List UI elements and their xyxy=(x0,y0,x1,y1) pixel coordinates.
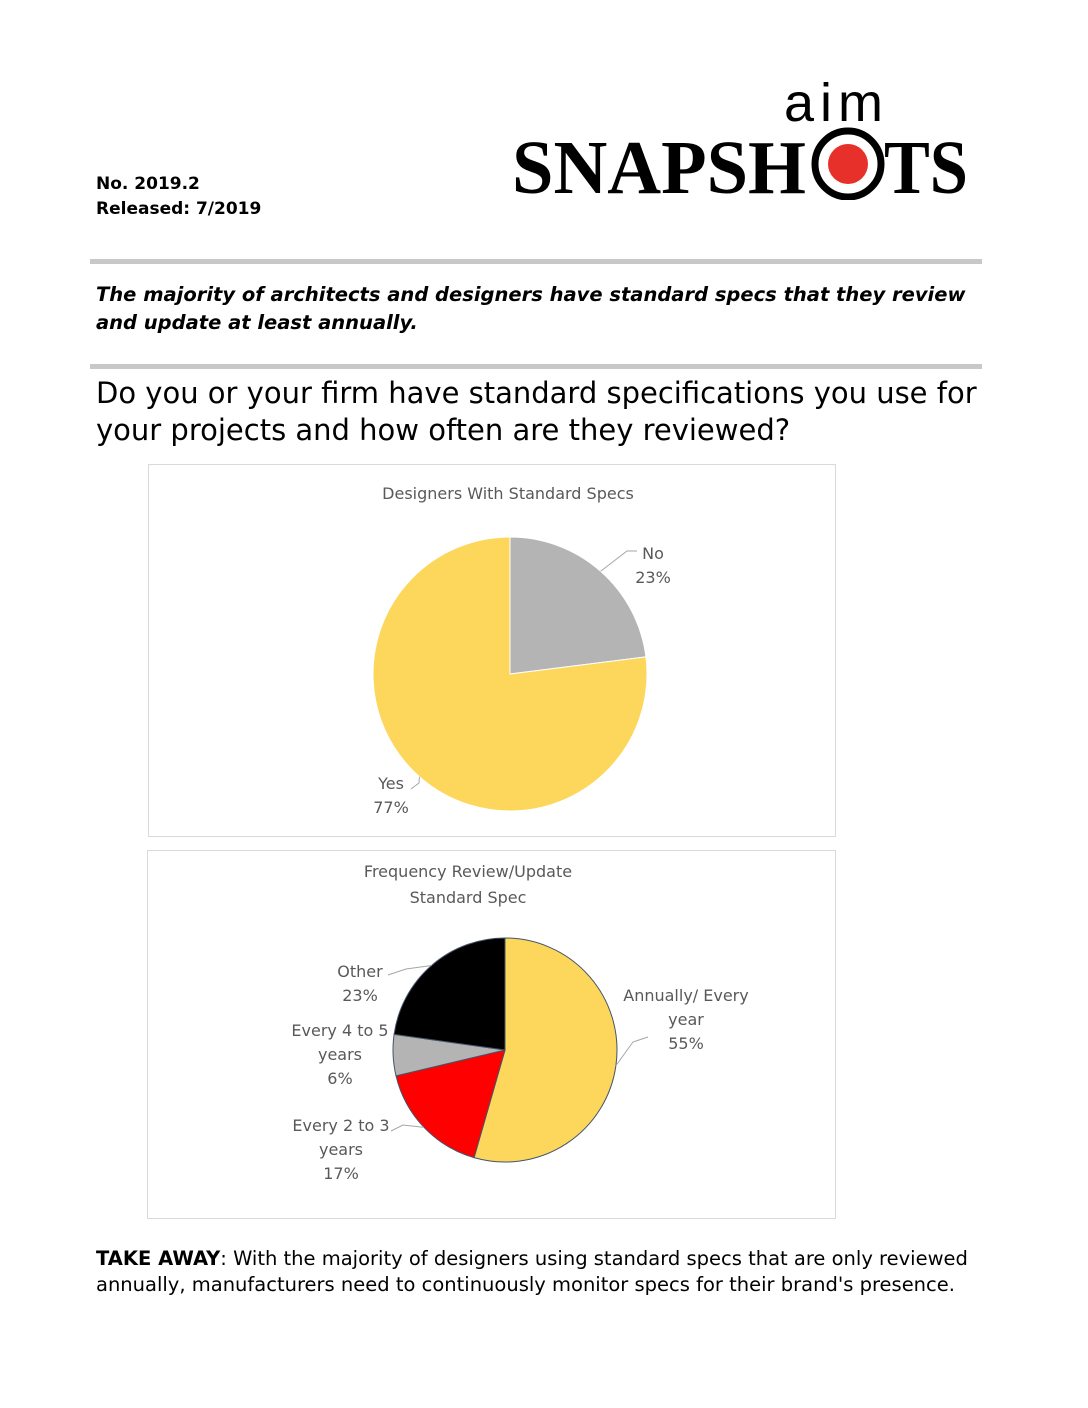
slice-label: 17% xyxy=(323,1164,359,1183)
slice-label: 23% xyxy=(635,568,671,587)
slice-label: year xyxy=(668,1010,704,1029)
logo-aim-text: aim xyxy=(784,76,890,133)
aim-snapshots-logo xyxy=(510,76,970,200)
slice-label: 23% xyxy=(342,986,378,1005)
takeaway-label: TAKE AWAY xyxy=(96,1247,221,1270)
chart-standard-specs xyxy=(148,464,836,837)
slice-label: years xyxy=(318,1140,364,1159)
chart-title-line: Designers With Standard Specs xyxy=(382,484,634,503)
headline: The majority of architects and designers have standard specs that they review and update at least annually. xyxy=(96,283,966,334)
chart-title-line: Frequency Review/Update xyxy=(363,862,573,881)
leader-line xyxy=(616,1037,648,1066)
top-divider xyxy=(90,259,982,264)
chart-title-line: Standard Spec xyxy=(409,888,527,907)
slice-label: No xyxy=(642,544,664,563)
pie-chart-standard-specs xyxy=(149,465,835,836)
slice-label: Annually/ Every xyxy=(623,986,749,1005)
logo-red-dot xyxy=(828,144,868,184)
report-number: No. 2019.2 xyxy=(96,174,200,194)
slice-label: Other xyxy=(337,962,383,981)
slice-label: 6% xyxy=(327,1069,353,1088)
leader-line xyxy=(391,1125,424,1131)
slice-label: 77% xyxy=(373,798,409,817)
slice-label: Every 4 to 5 xyxy=(291,1021,389,1040)
slice-label: 55% xyxy=(668,1034,704,1053)
pie-slice xyxy=(394,938,505,1050)
slice-label: Yes xyxy=(378,774,404,793)
pie-slice xyxy=(510,537,646,674)
takeaway-text: : With the majority of designers using standard specs that are only reviewed annually, manufacturers need to continuously monitor specs for their brand's presence. xyxy=(96,1247,968,1296)
bottom-divider xyxy=(90,364,982,369)
leader-line xyxy=(601,551,637,571)
release-date: Released: 7/2019 xyxy=(96,199,262,219)
slice-label: Every 2 to 3 xyxy=(292,1116,390,1135)
survey-question: Do you or your firm have standard specifications you use for your projects and how often are they reviewed? xyxy=(96,376,977,447)
chart-review-frequency xyxy=(147,850,836,1219)
report-meta xyxy=(96,172,261,222)
leader-line xyxy=(411,777,419,789)
pie-chart-review-frequency xyxy=(148,851,835,1218)
takeaway xyxy=(96,1246,976,1298)
slice-label: years xyxy=(317,1045,363,1064)
logo-snapshots-right: TS xyxy=(884,126,968,200)
logo-snapshots-left: SNAPSH xyxy=(512,126,806,200)
